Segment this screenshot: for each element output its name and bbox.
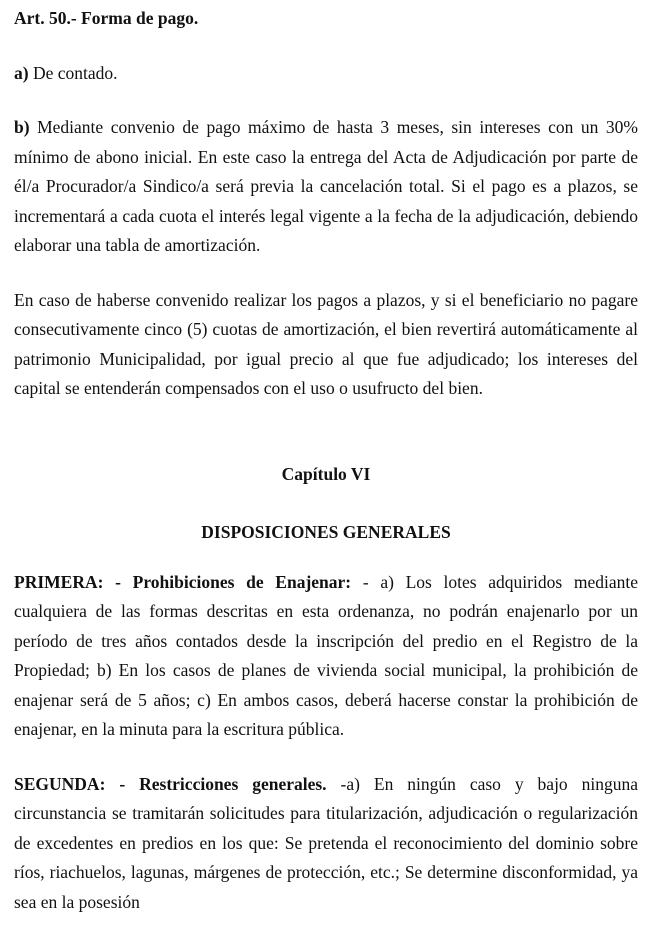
article-title: Art. 50.- Forma de pago. (14, 8, 199, 28)
item-a (14, 59, 638, 89)
segunda-text: -a) En ningún caso y bajo ninguna circunstancia se tramitarán solicitudes para titularización, adjudicación o regularización de excedentes en predios en los que: Se pretenda el reconocimiento del dominio sobre ríos, riachuelos, lagunas, márgenes de protección, etc.; Se determine disconformidad, ya sea en la posesión (14, 773, 639, 912)
item-a-label: a) (14, 62, 29, 83)
segunda-sublabel: - Restricciones generales. (105, 773, 327, 794)
document-page (14, 4, 638, 917)
item-b-label: b) (14, 117, 30, 137)
paragraph-installments: En caso de haberse convenido realizar los pagos a plazos, y si el beneficiario no pagare consecutivamente cinco (5) cuotas de amortización, el bien revertirá automáticamente al patrimonio Municipalidad, por igual precio al que fue adjudicado; los intereses del capital se entenderán compensados con el uso o usufructo del bien. (14, 289, 638, 398)
primera-sublabel: - Prohibiciones de Enajenar: (103, 571, 352, 592)
section-title: DISPOSICIONES GENERALES (201, 522, 451, 542)
item-b (14, 113, 638, 261)
provision-primera (14, 568, 638, 745)
item-a-text: De contado. (28, 62, 118, 83)
item-b-text: Mediante convenio de pago máximo de hasta 3 meses, sin intereses con un 30% mínimo de abono inicial. En este caso la entrega del Acta de Adjudicación por parte de él/a Procurador/a Sindico/a será previa la cancelación total. Si el pago es a plazos, se incrementará a cada cuota el interés legal vigente a la fecha de la adjudicación, debiendo elaborar una tabla de amortización. (14, 117, 638, 255)
primera-text: - a) Los lotes adquiridos mediante cualquiera de las formas descritas en esta ordenanza, no podrán enajenarlo por un período de tres años contados desde la inscripción del predio en el Registro de la Propiedad; b) En los casos de planes de vivienda social municipal, la prohibición de enajenar será de 5 años; c) En ambos casos, deberá hacerse constar la prohibición de enajenar, en la minuta para la escritura pública. (14, 571, 638, 739)
chapter-title: Capítulo VI (281, 463, 371, 484)
provision-segunda (14, 770, 638, 918)
primera-label: PRIMERA: (14, 571, 104, 592)
segunda-label: SEGUNDA: (14, 773, 106, 794)
